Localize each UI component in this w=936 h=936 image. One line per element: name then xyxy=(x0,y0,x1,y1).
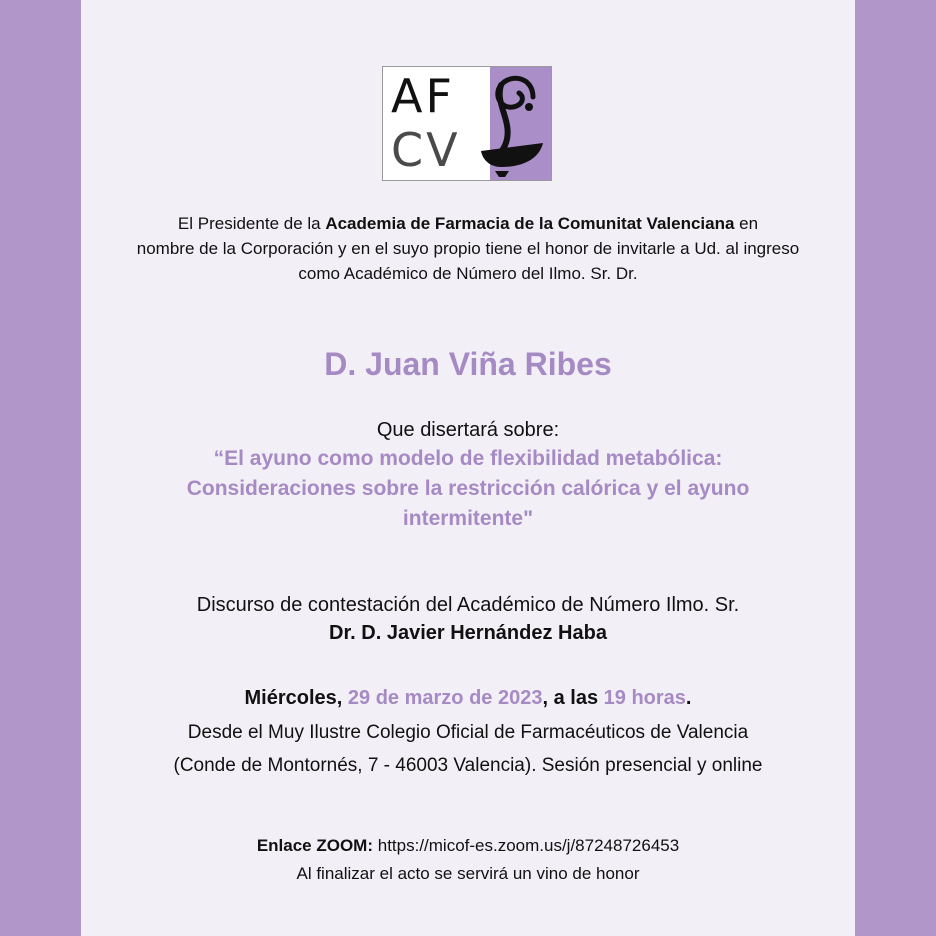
intro-part1: El Presidente de la xyxy=(177,214,326,233)
closing-note: Al finalizar el acto se servirá un vino de honor xyxy=(296,864,640,883)
event-date-value: 29 de marzo de 2023 xyxy=(347,687,543,709)
intro-line-3: como Académico de Número del Ilmo. Sr. Dr. xyxy=(298,264,638,283)
intro-part2: en xyxy=(734,214,759,233)
event-at: , a las xyxy=(542,687,599,709)
honoree-name: D. Juan Viña Ribes xyxy=(324,346,612,382)
event-dot: . xyxy=(685,687,692,709)
pharmacy-bowl-serpent-icon xyxy=(383,67,552,181)
event-place xyxy=(81,716,855,782)
response-speech xyxy=(81,591,855,647)
intro-line-2: nombre de la Corporación y en el suyo propio tiene el honor de invitarle a Ud. al ingreso xyxy=(136,239,800,258)
response-lead: Discurso de contestación del Académico de Número Ilmo. Sr. xyxy=(196,594,740,616)
response-speaker: Dr. D. Javier Hernández Haba xyxy=(329,622,607,644)
logo-text-row2: CV xyxy=(391,123,461,177)
lecture-topic xyxy=(81,444,855,534)
place-line-1: Desde el Muy Ilustre Colegio Oficial de Farmacéuticos de Valencia xyxy=(187,722,749,743)
topic-line-2: Consideraciones sobre la restricción calórica y el ayuno xyxy=(186,477,750,500)
academy-name: Academia de Farmacia de la Comunitat Valenciana xyxy=(325,214,735,233)
afcv-logo xyxy=(382,66,552,181)
zoom-info xyxy=(81,832,855,888)
event-day: Miércoles, xyxy=(244,687,343,709)
event-date xyxy=(81,684,855,712)
zoom-line xyxy=(81,832,855,860)
invitation-card xyxy=(81,0,855,936)
logo-text-row1: AF xyxy=(391,69,455,123)
place-line-2: (Conde de Montornés, 7 - 46003 Valencia). Sesión presencial y online xyxy=(173,755,763,776)
topic-line-1: “El ayuno como modelo de flexibilidad metabólica: xyxy=(213,447,723,470)
zoom-label: Enlace ZOOM: xyxy=(256,836,373,855)
intro-line-1 xyxy=(81,211,855,236)
event-time: 19 horas xyxy=(603,687,686,709)
topic-intro: Que disertará sobre: xyxy=(376,419,560,441)
topic-line-3: intermitente" xyxy=(402,507,534,530)
zoom-link[interactable]: https://micof-es.zoom.us/j/87248726453 xyxy=(377,836,680,855)
intro-text xyxy=(81,211,855,286)
